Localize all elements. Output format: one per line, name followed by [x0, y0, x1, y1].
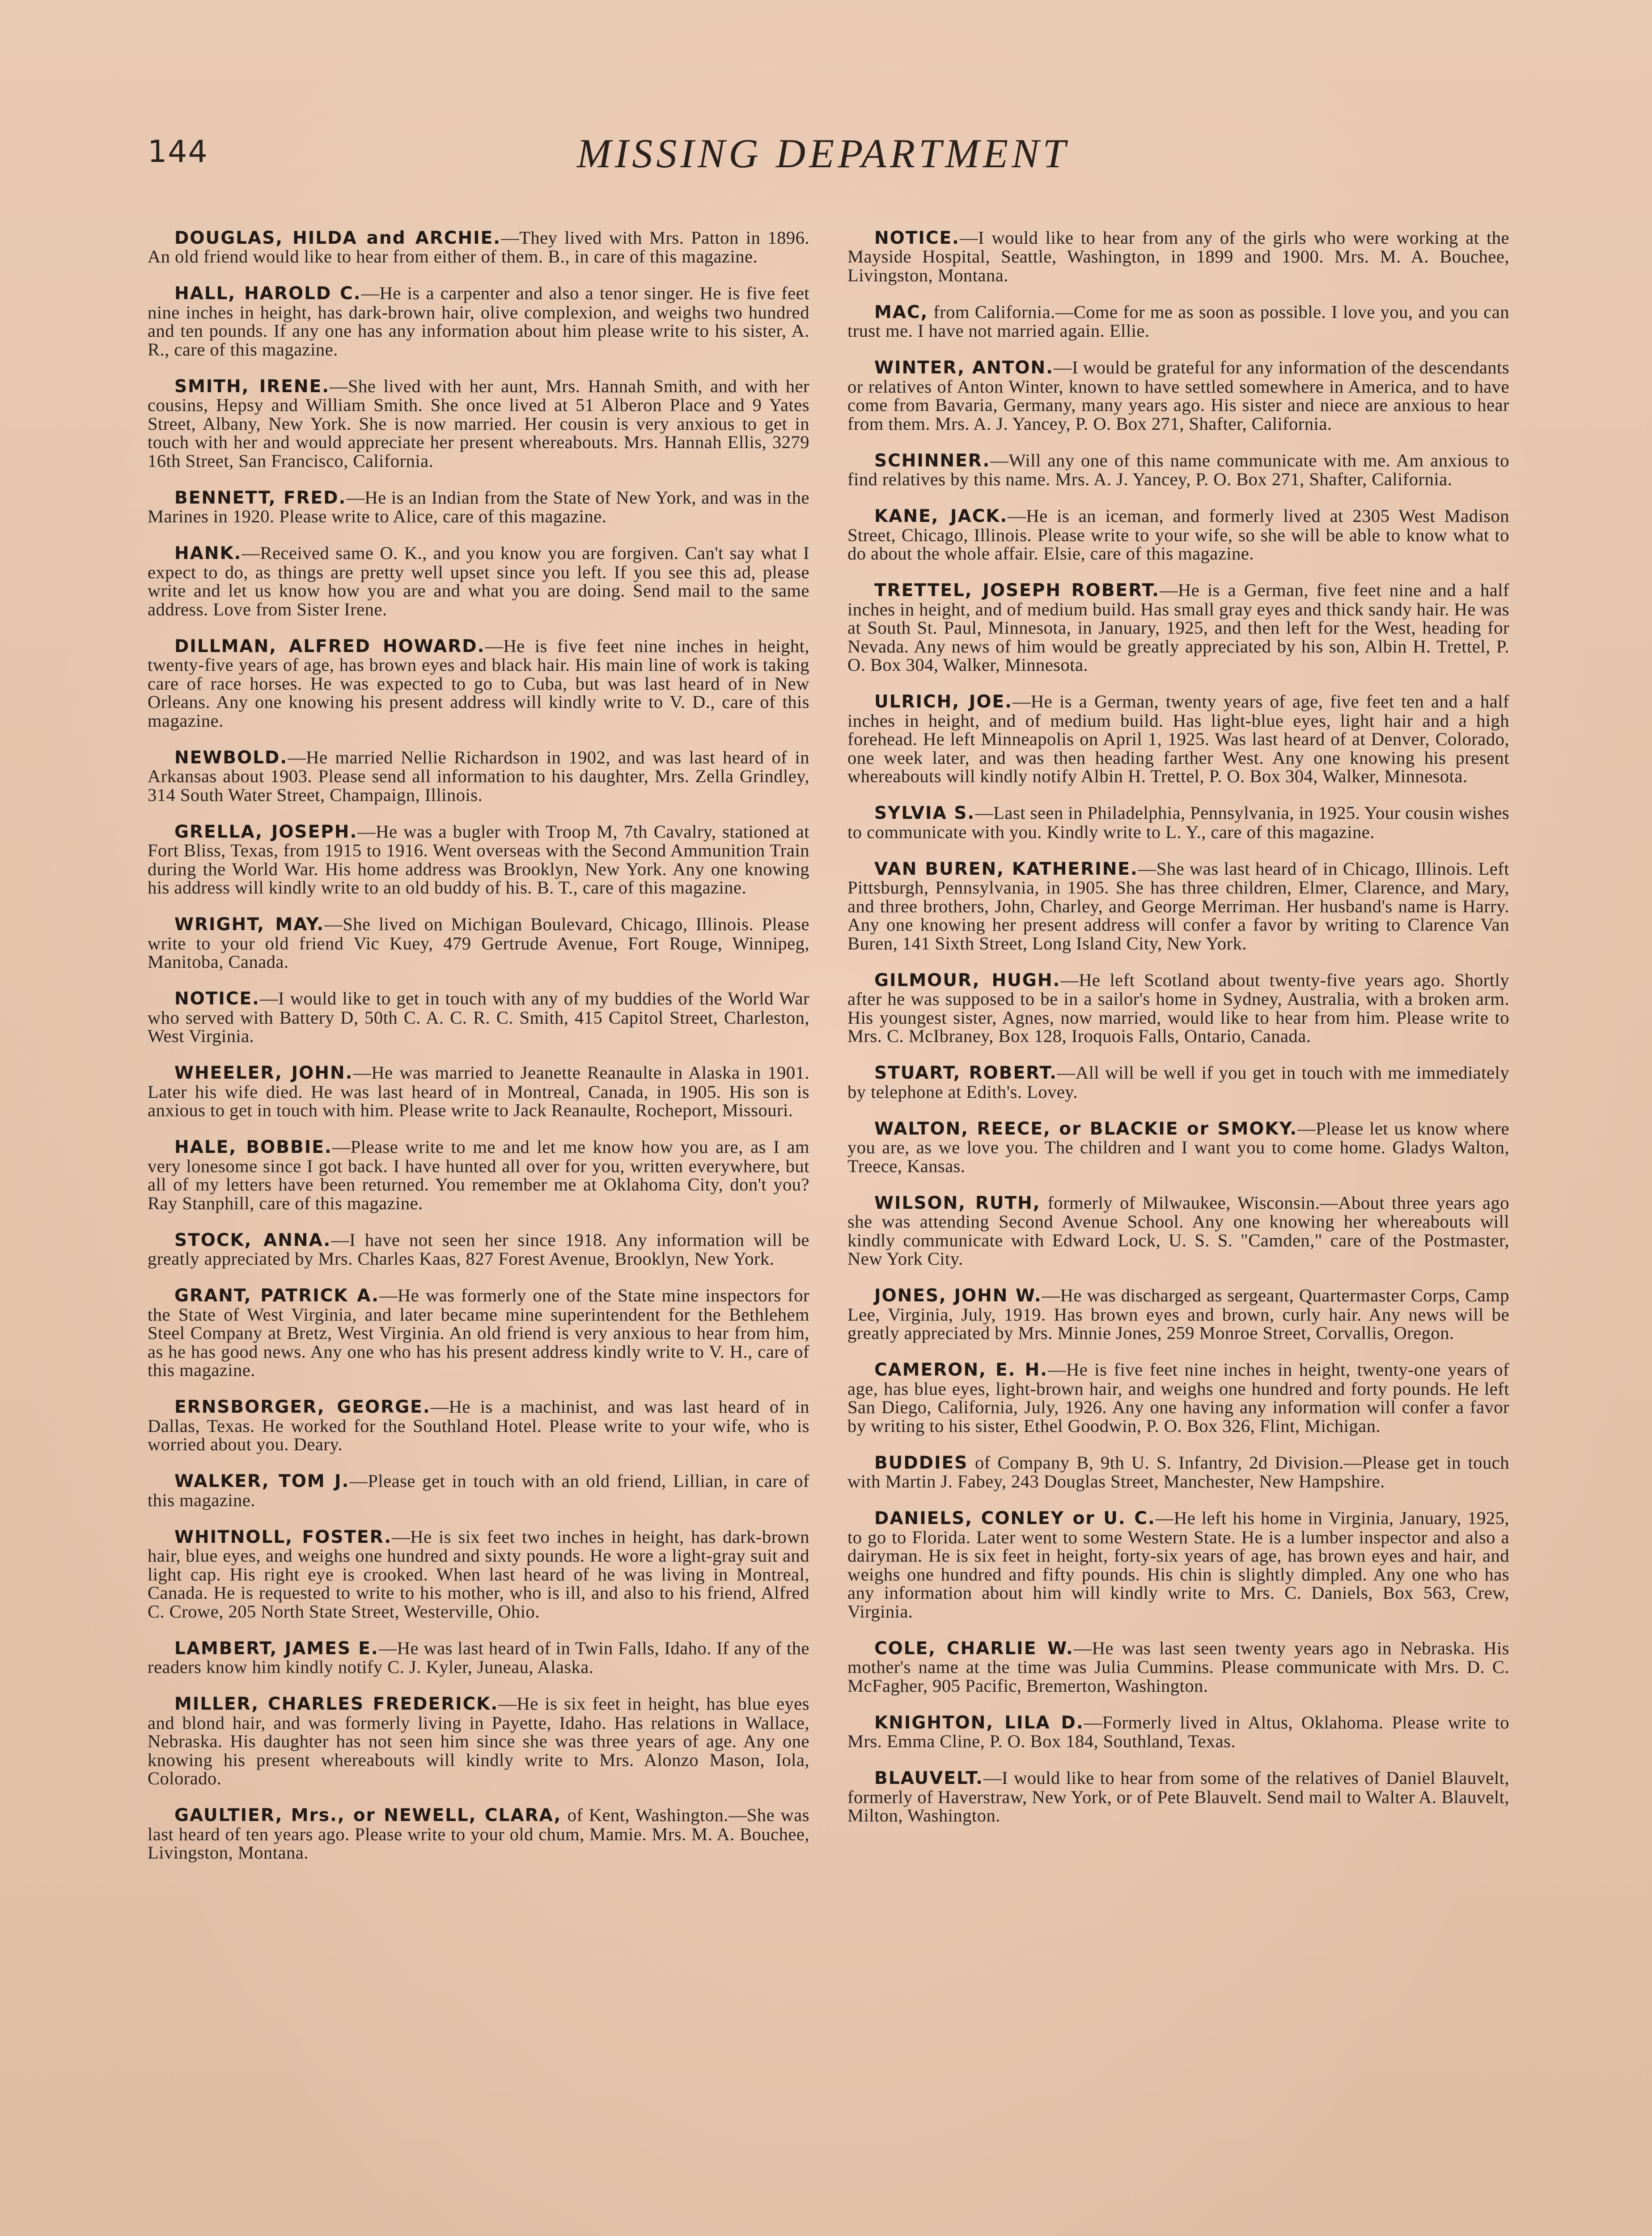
notice-name: BENNETT, FRED. [174, 487, 347, 508]
notice-entry [148, 822, 809, 897]
notice-name: COLE, CHARLIE W. [874, 1638, 1074, 1659]
notice-text: —I have not seen her since 1918. Any information will be greatly appreciated by Mrs. Charles Kaas, 827 Forest Avenue, Brooklyn, New York. [148, 1229, 809, 1269]
notice-name: STOCK, ANNA. [174, 1230, 331, 1250]
notice-name: VAN BUREN, KATHERINE. [874, 859, 1138, 879]
notice-name: DANIELS, CONLEY or U. C. [874, 1508, 1156, 1529]
notice-entry [847, 303, 1509, 340]
notice-text: —He is five feet nine inches in height, twenty-five years of age, has brown eyes and black hair. His main line of work is taking care of race horses. He was expected to go to Cuba, but was last heard of in New Orleans. Any one knowing his present address will kindly write to V. D., care of this magazine. [148, 635, 809, 731]
notice-name: DOUGLAS, HILDA and ARCHIE. [174, 228, 501, 248]
notice-name: MAC, [874, 302, 928, 322]
section-title: MISSING DEPARTMENT [577, 131, 1069, 176]
notice-text: —He is an iceman, and formerly lived at 2305 West Madison Street, Chicago, Illinois. Please write to your wife, so she will be able to know what to do about the whole affair. Elsie, care of this magazine. [847, 506, 1509, 563]
notice-entry [847, 1713, 1509, 1751]
notice-entry [148, 748, 809, 805]
notice-text: —He is a carpenter and also a tenor singer. He is five feet nine inches in height, has dark-brown hair, olive complexion, and weighs two hundred and ten pounds. If any one has any information about him please write to his sister, A. R., care of this magazine. [148, 283, 809, 360]
notice-name: BUDDIES [874, 1453, 968, 1473]
notice-text: —He was last seen twenty years ago in Nebraska. His mother's name at the time was Julia Cummins. Please communicate with Mrs. D. C. McFagher, 905 Pacific, Bremerton, Washington. [847, 1638, 1509, 1696]
notice-entry [847, 692, 1509, 786]
notice-text: —He is six feet two inches in height, has dark-brown hair, blue eyes, and weighs one hundred and sixty pounds. He wore a light-gray suit and light cap. His right eye is crooked. When last heard of he was living in Montreal, Canada. He is requested to write to his mother, who is ill, and also to his friend, Alfred C. Crowe, 205 North State Street, Westerville, Ohio. [148, 1526, 810, 1622]
notice-name: NEWBOLD. [174, 747, 288, 768]
notice-text: —He married Nellie Richardson in 1902, and was last heard of in Arkansas about 1903. Please send all information to his daughter, Mrs. Zella Grindley, 314 South Water Street, Champaign, Illinois. [148, 747, 809, 805]
notice-text: —He was discharged as sergeant, Quartermaster Corps, Camp Lee, Virginia, July, 1919. Has brown eyes and brown, curly hair. Any news will be greatly appreciated by Mrs. Minnie Jones, 259 Monroe Street, Corvallis, Oregon. [847, 1285, 1509, 1343]
notice-name: KANE, JACK. [874, 506, 1008, 526]
notice-text: —He is a German, twenty years of age, five feet ten and a half inches in height, and of medium build. Has light-blue eyes, light hair and a high forehead. He left Minneapolis on April 1, 1925. Was last heard of at Denver, Colorado, one week later, and was then heading farther West. Any one knowing his present whereabouts will kindly notify Albin H. Trettel, P. O. Box 304, Walker, Minnesota. [847, 691, 1509, 786]
notice-entry [847, 229, 1509, 285]
notice-entry [847, 1063, 1509, 1101]
notice-name: GRANT, PATRICK A. [174, 1286, 379, 1306]
notice-text: —He left Scotland about twenty-five years ago. Shortly after he was supposed to be in a sailor's home in Sydney, Australia, with a broken arm. His youngest sister, Agnes, now married, would like to hear from him. Please write to Mrs. C. McIbraney, Box 128, Iroquois Falls, Ontario, Canada. [847, 970, 1509, 1046]
notice-entry [148, 1472, 809, 1509]
notice-name: WRIGHT, MAY. [174, 915, 325, 935]
notice-entry [847, 804, 1509, 841]
notice-text: formerly of Milwaukee, Wisconsin.—About three years ago she was attending Second Avenue School. Any one knowing her whereabouts will kindly communicate with Edward Lock, U. S. S. "Camden," care of the Postmaster, New York City. [847, 1192, 1510, 1269]
notice-entry [148, 1138, 809, 1212]
notice-text: —He is a German, five feet nine and a half inches in height, and of medium build. Has small gray eyes and thick sandy hair. He was at South St. Paul, Minnesota, in January, 1925, and then left for the West, heading for Nevada. Any news of him would be greatly appreciated by his son, Albin H. Trettel, P. O. Box 304, Walker, Minnesota. [847, 580, 1509, 675]
notice-entry [847, 1769, 1509, 1825]
notice-name: HALL, HAROLD C. [174, 284, 361, 304]
notice-text: —They lived with Mrs. Patton in 1896. An old friend would like to hear from either of them. B., in care of this magazine. [148, 227, 809, 267]
notice-name: SCHINNER. [874, 450, 991, 471]
notice-text: —He was married to Jeanette Reanaulte in Alaska in 1901. Later his wife died. He was last heard of in Montreal, Canada, in 1905. His son is anxious to get in touch with him. Please write to Jack Reanaulte, Rocheport, Missouri. [148, 1063, 810, 1120]
notice-text: —I would be grateful for any information of the descendants or relatives of Anton Winter, known to have settled somewhere in America, and to have come from Bavaria, Germany, many years ago. His sister and niece are anxious to hear from them. Mrs. A. J. Yancey, P. O. Box 271, Shafter, California. [847, 357, 1509, 434]
notice-entry [148, 488, 809, 526]
notice-text: —He is five feet nine inches in height, twenty-one years of age, has blue eyes, light-brown hair, and weighs one hundred and forty pounds. He left San Diego, California, July, 1926. Any one having any information will confer a favor by writing to his sister, Ethel Goodwin, P. O. Box 326, Flint, Michigan. [847, 1359, 1509, 1436]
notice-entry [148, 915, 809, 971]
notice-text: —Please write to me and let me know how you are, as I am very lonesome since I got back. I have hunted all over for you, written everywhere, but all of my letters have been returned. You remember me at Oklahoma City, don't you? Ray Stanphill, care of this magazine. [148, 1137, 809, 1213]
notice-text: —I would like to hear from some of the relatives of Daniel Blauvelt, formerly of Haverstraw, New York, or of Pete Blauvelt. Send mail to Walter A. Blauvelt, Milton, Washington. [847, 1768, 1509, 1825]
notice-text: —Please let us know where you are, as we love you. The children and I want you to come home. Gladys Walton, Treece, Kansas. [847, 1118, 1509, 1176]
notice-name: BLAUVELT. [874, 1768, 983, 1788]
notice-text: —He is six feet in height, has blue eyes and blond hair, and was formerly living in Payette, Idaho. Has relations in Wallace, Nebraska. His daughter has not seen him since she was three years of age. Any one knowing his present whereabouts will kindly write to Mrs. Alonzo Mason, Iola, Colorado. [148, 1694, 809, 1788]
notice-name: MILLER, CHARLES FREDERICK. [174, 1694, 499, 1714]
notice-text: —Please get in touch with an old friend, Lillian, in care of this magazine. [148, 1471, 809, 1510]
notice-name: GILMOUR, HUGH. [874, 970, 1061, 991]
notice-entry [148, 989, 809, 1046]
notice-name: NOTICE. [174, 989, 260, 1009]
notice-entry [148, 1063, 809, 1120]
notice-text: —Last seen in Philadelphia, Pennsylvania, in 1925. Your cousin wishes to communicate with you. Kindly write to L. Y., care of this magazine. [847, 803, 1509, 842]
notice-name: HANK. [174, 543, 242, 563]
notice-name: SMITH, IRENE. [174, 376, 330, 397]
notice-entry [847, 860, 1509, 953]
notice-name: WINTER, ANTON. [874, 358, 1054, 378]
notice-entry [148, 1398, 809, 1454]
notice-text: —He is a machinist, and was last heard of in Dallas, Texas. He worked for the Southland Hotel. Please write to your wife, who is worried about you. Deary. [148, 1397, 809, 1454]
notice-text: —All will be well if you get in touch with me immediately by telephone at Edith's. Lovey. [847, 1063, 1509, 1102]
notice-name: TRETTEL, JOSEPH ROBERT. [874, 580, 1160, 601]
notice-text: of Kent, Washington.—She was last heard of ten years ago. Please write to your old chum, Mamie. Mrs. M. A. Bouchee, Livingston, Montana. [148, 1805, 809, 1863]
notice-entry [148, 284, 809, 359]
notice-name: WHEELER, JOHN. [174, 1063, 353, 1083]
notice-text: from California.—Come for me as soon as possible. I love you, and you can trust me. I have not married again. Ellie. [847, 301, 1509, 341]
page-header [148, 130, 1512, 197]
notice-name: WALKER, TOM J. [174, 1471, 350, 1491]
page-number: 144 [148, 134, 208, 169]
notice-name: GRELLA, JOSEPH. [174, 822, 358, 842]
notice-text: —She lived with her aunt, Mrs. Hannah Smith, and with her cousins, Hepsy and William Smith. She once lived at 51 Alberon Place and 9 Yates Street, Albany, New York. She is now married. Her cousin is very anxious to get in touch with her and would appreciate her present whereabouts. Mrs. Hannah Ellis, 3279 16th Street, San Francisco, California. [148, 376, 809, 471]
notice-text: —She lived on Michigan Boulevard, Chicago, Illinois. Please write to your old friend Vic Kuey, 479 Gertrude Avenue, Fort Rouge, Winnipeg, Manitoba, Canada. [148, 914, 809, 972]
notice-name: JONES, JOHN W. [874, 1286, 1042, 1306]
notice-text: —Will any one of this name communicate with me. Am anxious to find relatives by this name. Mrs. A. J. Yancey, P. O. Box 271, Shafter, California. [847, 450, 1509, 489]
notice-entry [847, 581, 1509, 674]
notice-name: CAMERON, E. H. [874, 1360, 1048, 1380]
notice-entry [148, 637, 809, 730]
notice-entry [148, 1806, 809, 1862]
notice-text: —Received same O. K., and you know you are forgiven. Can't say what I expect to do, as things are pretty well upset since you left. If you see this ad, please write and let us know how you are and what you are doing. Send mail to the same address. Love from Sister Irene. [148, 543, 809, 619]
notice-name: LAMBERT, JAMES E. [174, 1638, 379, 1659]
notice-name: ERNSBORGER, GEORGE. [174, 1397, 431, 1417]
notice-entry [847, 451, 1509, 489]
notice-name: GAULTIER, Mrs., or NEWELL, CLARA, [174, 1805, 562, 1825]
notice-text: —He was a bugler with Troop M, 7th Cavalry, stationed at Fort Bliss, Texas, from 1915 to 1916. Went overseas with the Second Ammunition Train during the World War. His home address was Brooklyn, New York. Any one knowing his address will kindly write to an old buddy of his. B. T., care of this magazine. [148, 821, 809, 898]
notice-name: WALTON, REECE, or BLACKIE or SMOKY. [874, 1118, 1298, 1139]
notice-name: WILSON, RUTH, [874, 1193, 1041, 1213]
notice-name: ULRICH, JOE. [874, 692, 1012, 712]
notice-entry [148, 544, 809, 618]
notice-entry [847, 507, 1509, 563]
notice-text: —He was last heard of in Twin Falls, Idaho. If any of the readers know him kindly notify C. J. Kyler, Juneau, Alaska. [148, 1638, 809, 1677]
notice-entry [148, 1286, 809, 1380]
notice-name: NOTICE. [874, 228, 960, 248]
notice-entry [847, 1509, 1509, 1621]
notice-entry [847, 971, 1509, 1046]
left-column [148, 210, 809, 1878]
notice-entry [847, 1286, 1509, 1342]
notice-entry [148, 1639, 809, 1677]
notice-entry [847, 1119, 1509, 1176]
notice-name: STUART, ROBERT. [874, 1063, 1057, 1083]
notice-text: —He was formerly one of the State mine inspectors for the State of West Virginia, and later became mine superintendent for the Bethlehem Steel Company at Bretz, West Virginia. An old friend is very anxious to hear from him, as he has good news. Any one who has his present address kindly write to V. H., care of this magazine. [148, 1285, 809, 1380]
notice-text: —He is an Indian from the State of New York, and was in the Marines in 1920. Please write to Alice, care of this magazine. [148, 487, 809, 526]
notice-entry [148, 377, 809, 470]
notice-name: WHITNOLL, FOSTER. [174, 1527, 392, 1547]
notice-entry [148, 1528, 809, 1621]
notice-entry [847, 1639, 1509, 1695]
notice-text: —Formerly lived in Altus, Oklahoma. Please write to Mrs. Emma Cline, P. O. Box 184, Southland, Texas. [847, 1712, 1509, 1751]
notice-name: DILLMAN, ALFRED HOWARD. [174, 636, 485, 656]
notice-entry [847, 1194, 1509, 1268]
notice-text: —I would like to hear from any of the girls who were working at the Mayside Hospital, Seattle, Washington, in 1899 and 1900. Mrs. M. A. Bouchee, Livingston, Montana. [847, 227, 1509, 285]
notice-text: of Company B, 9th U. S. Infantry, 2d Division.—Please get in touch with Martin J. Fabey, 243 Douglas Street, Manchester, New Hampshire. [847, 1452, 1509, 1491]
notice-name: SYLVIA S. [874, 803, 975, 823]
notice-entry [847, 358, 1509, 433]
notice-text: —I would like to get in touch with any of my buddies of the World War who served with Battery D, 50th C. A. C. R. C. Smith, 415 Capitol Street, Charleston, West Virginia. [148, 988, 809, 1046]
notice-entry [148, 1694, 809, 1788]
right-column [847, 210, 1509, 1841]
notice-name: HALE, BOBBIE. [174, 1137, 332, 1157]
notice-name: KNIGHTON, LILA D. [874, 1712, 1084, 1733]
notice-entry [148, 1231, 809, 1268]
notice-entry [847, 1453, 1509, 1491]
notice-text: —He left his home in Virginia, January, 1925, to go to Florida. Later went to some Western State. He is a lumber inspector and also a dairyman. He is six feet in height, forty-six years of age, has brown eyes and hair, and weighs one hundred and fifty pounds. His chin is slightly dimpled. Any one who has any information about him will kindly write to Mrs. C. Daniels, Box 563, Crew, Virginia. [847, 1508, 1509, 1622]
notice-entry [148, 229, 809, 266]
notice-entry [847, 1360, 1509, 1435]
notice-text: —She was last heard of in Chicago, Illinois. Left Pittsburgh, Pennsylvania, in 1905. She has three children, Elmer, Clarence, and Mary, and three brothers, John, Charley, and George Merriman. Her husband's name is Harry. Any one knowing her present address will confer a favor by writing to Clarence Van Buren, 141 Sixth Street, Long Island City, New York. [847, 858, 1509, 953]
